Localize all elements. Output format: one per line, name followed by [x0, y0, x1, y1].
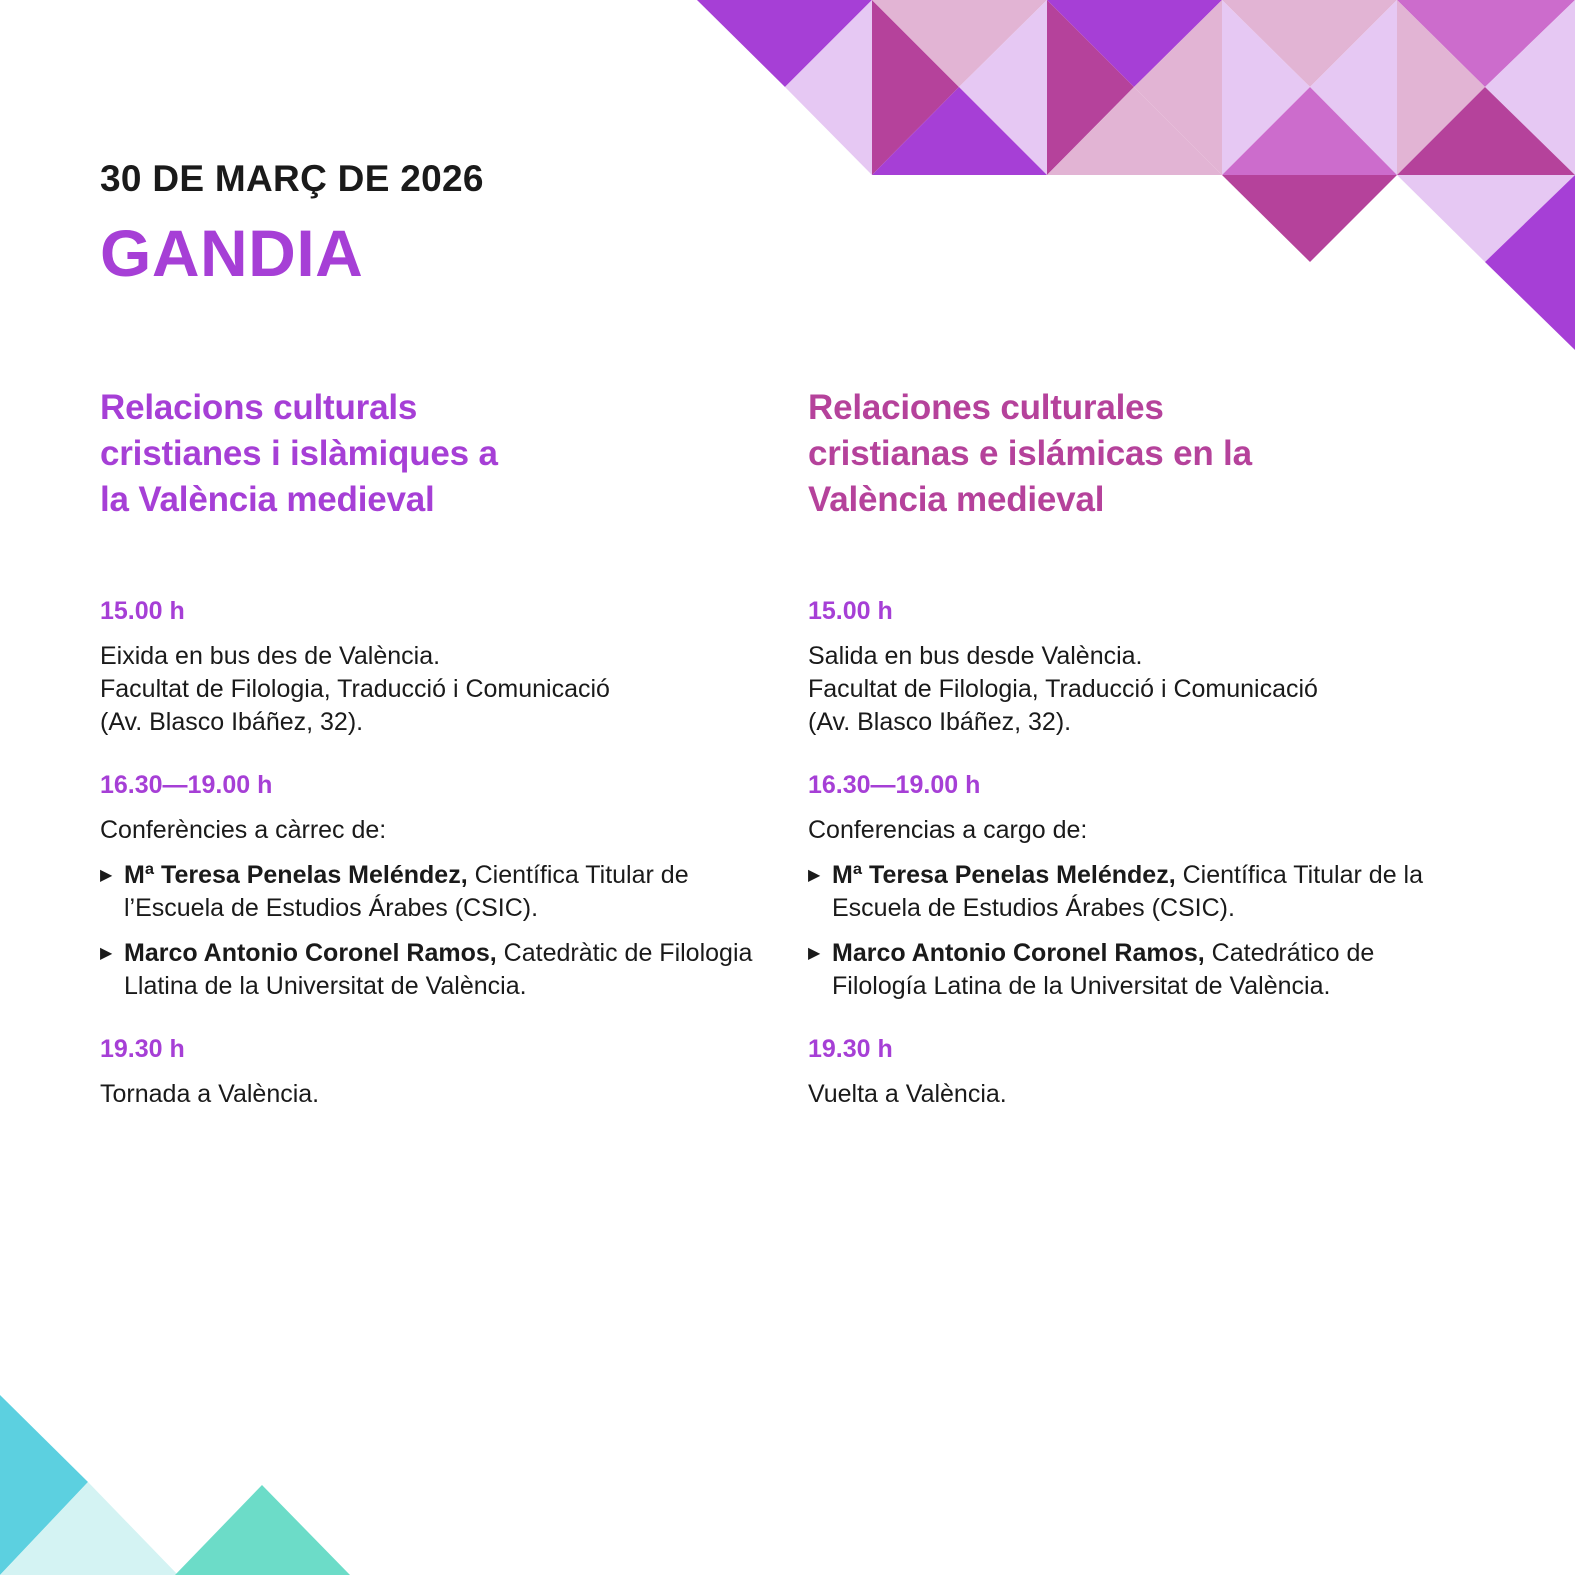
- schedule-text: (Av. Blasco Ibáñez, 32).: [100, 708, 364, 736]
- speaker-description: Catedràtic de Filologia Llatina de la Universitat de València.: [124, 939, 753, 1000]
- schedule-text: Conferències a càrrec de:: [100, 816, 387, 844]
- bullet-arrow-icon: ▶: [808, 945, 821, 962]
- schedule-time: 19.30 h: [100, 1035, 185, 1063]
- schedule-text: Facultat de Filologia, Traducció i Comunicació: [100, 675, 610, 703]
- speaker-name: Marco Antonio Coronel Ramos,: [124, 939, 497, 967]
- schedule-text: Tornada a València.: [100, 1080, 320, 1108]
- schedule-block-conferences: [808, 771, 1468, 1003]
- schedule-text: Conferencias a cargo de:: [808, 816, 1088, 844]
- schedule-text: Facultat de Filologia, Traducció i Comunicació: [808, 675, 1318, 703]
- program-valencian: [100, 385, 760, 1143]
- schedule-block-departure: [100, 597, 760, 739]
- title-line: cristianas e islámicas en la: [808, 434, 1252, 473]
- schedule-block-return: [808, 1035, 1468, 1111]
- speaker-item: [100, 937, 760, 1003]
- title-line: Relacions culturals: [100, 388, 418, 427]
- bullet-arrow-icon: ▶: [100, 867, 113, 884]
- schedule-block-departure: [808, 597, 1468, 739]
- schedule-text: (Av. Blasco Ibáñez, 32).: [808, 708, 1072, 736]
- schedule-text: Eixida en bus des de València.: [100, 642, 441, 670]
- speaker-item: [100, 859, 760, 925]
- speaker-description: Científica Titular de la Escuela de Estudios Árabes (CSIC).: [832, 861, 1423, 922]
- title-line: Relaciones culturales: [808, 388, 1164, 427]
- speaker-name: Marco Antonio Coronel Ramos,: [832, 939, 1205, 967]
- event-city: GANDIA: [100, 216, 364, 290]
- title-line: cristianes i islàmiques a: [100, 434, 498, 473]
- event-date: 30 DE MARÇ DE 2026: [100, 158, 484, 199]
- program-title: [100, 385, 580, 585]
- speaker-description: Científica Titular de l’Escuela de Estudios Árabes (CSIC).: [124, 861, 689, 922]
- schedule-time: 16.30—19.00 h: [100, 771, 273, 799]
- program-spanish: [808, 385, 1468, 1143]
- bullet-arrow-icon: ▶: [808, 867, 821, 884]
- title-line: la València medieval: [100, 480, 435, 519]
- speaker-name: Mª Teresa Penelas Meléndez,: [124, 861, 468, 889]
- schedule-text: Salida en bus desde València.: [808, 642, 1143, 670]
- program-title: [808, 385, 1348, 585]
- bullet-arrow-icon: ▶: [100, 945, 113, 962]
- speaker-item: [808, 859, 1468, 925]
- speaker-description: Catedrático de Filología Latina de la Universitat de València.: [832, 939, 1375, 1000]
- schedule-time: 15.00 h: [808, 597, 893, 625]
- speaker-item: [808, 937, 1468, 1003]
- schedule-text: Vuelta a València.: [808, 1080, 1007, 1108]
- schedule-time: 16.30—19.00 h: [808, 771, 981, 799]
- schedule-time: 15.00 h: [100, 597, 185, 625]
- schedule-block-conferences: [100, 771, 760, 1003]
- speaker-name: Mª Teresa Penelas Meléndez,: [832, 861, 1176, 889]
- title-line: València medieval: [808, 480, 1105, 519]
- schedule-block-return: [100, 1035, 760, 1111]
- schedule-time: 19.30 h: [808, 1035, 893, 1063]
